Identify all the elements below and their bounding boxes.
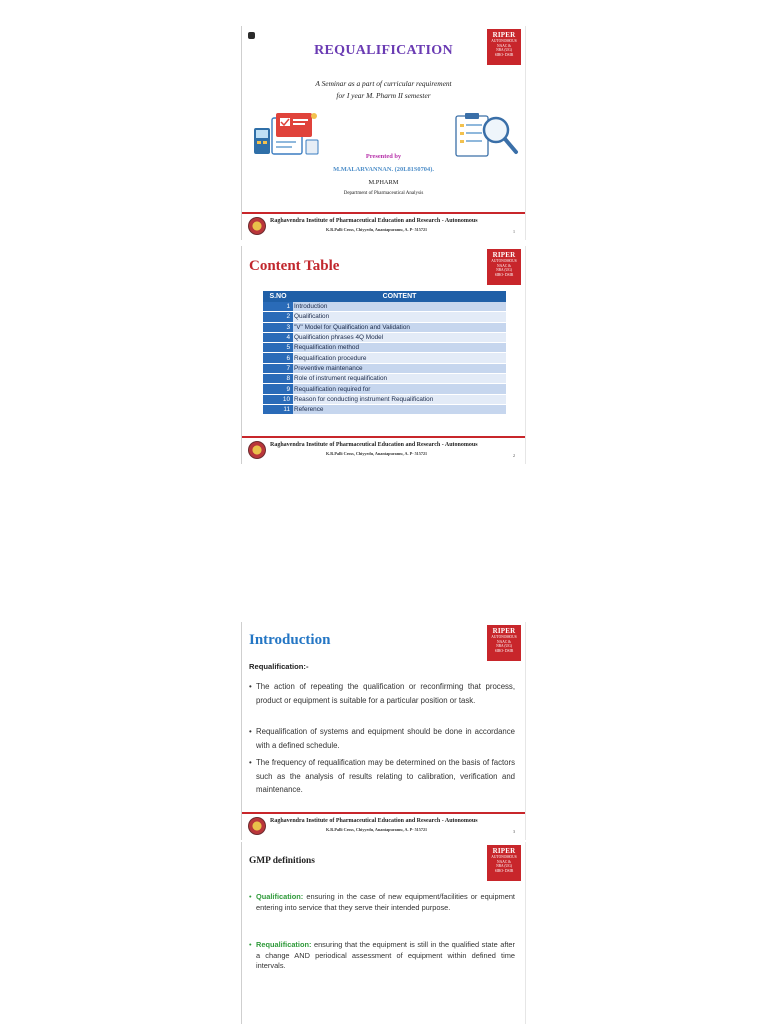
footer-address: K.R.Palli Cross, Chiyyedu, Anantapuramu, A. P- 515721	[326, 227, 428, 232]
table-row	[263, 384, 506, 394]
content-table-body	[263, 302, 506, 415]
definition-term: Requalification:	[256, 940, 312, 949]
definition-item	[249, 892, 515, 913]
table-row	[263, 332, 506, 342]
slide-introduction	[241, 622, 526, 840]
table-row	[263, 363, 506, 373]
riper-badge	[487, 625, 521, 661]
riper-badge	[487, 249, 521, 285]
bullet-item: • Requalification of systems and equipment should be done in accordance with a defined schedule.	[249, 725, 515, 752]
presented-by-label: Presented by	[365, 153, 402, 160]
row-content: Reference	[293, 404, 506, 414]
slide-heading: Content Table	[249, 258, 340, 274]
badge-line: AUTONOMOUS	[491, 855, 517, 859]
row-content: Qualification phrases 4Q Model	[293, 332, 506, 342]
bullet-item: • The frequency of requalification may be determined on the basis of factors such as the analysis of results relating to calibration, verification and maintenance.	[249, 756, 515, 797]
badge-line: SIRO- DSIR	[494, 648, 514, 653]
row-number: 10	[263, 394, 293, 404]
footer-institute: Raghavendra Institute of Pharmaceutical Education and Research - Autonomous	[270, 442, 478, 448]
slide-title	[241, 26, 526, 240]
page-number: 2	[513, 453, 515, 458]
row-number: 8	[263, 374, 293, 384]
row-number: 6	[263, 353, 293, 363]
slide-footer	[242, 812, 525, 840]
row-content: Introduction	[293, 302, 506, 312]
badge-line: NBA (UG)	[496, 644, 512, 649]
row-number: 1	[263, 302, 293, 312]
badge-line: SIRO- DSIR	[494, 868, 514, 873]
row-content: Reason for conducting instrument Requalification	[293, 394, 506, 404]
row-content: Requalification required for	[293, 384, 506, 394]
slide-heading: GMP definitions	[249, 856, 315, 866]
table-row	[263, 353, 506, 363]
badge-line: NBA (UG)	[496, 864, 512, 869]
slide-content-table	[241, 246, 526, 464]
definition-item	[249, 940, 515, 972]
row-number: 2	[263, 312, 293, 322]
row-number: 5	[263, 343, 293, 353]
column-header-content: CONTENT	[293, 291, 506, 302]
institute-logo-icon	[248, 217, 266, 235]
badge-line: NAAC &	[497, 639, 511, 644]
badge-line: NAAC &	[497, 263, 511, 268]
slide-subtitle	[242, 78, 525, 102]
badge-line: AUTONOMOUS	[491, 259, 517, 263]
table-row	[263, 302, 506, 312]
slide-gmp-definitions	[241, 842, 526, 1024]
footer-institute: Raghavendra Institute of Pharmaceutical Education and Research - Autonomous	[270, 818, 478, 824]
table-row	[263, 322, 506, 332]
content-table	[263, 291, 506, 415]
row-content: Role of instrument requalification	[293, 374, 506, 384]
footer-institute: Raghavendra Institute of Pharmaceutical Education and Research - Autonomous	[270, 218, 478, 224]
subtitle-line: for I year M. Pharm II semester	[336, 91, 431, 100]
table-row	[263, 404, 506, 414]
footer-address: K.R.Palli Cross, Chiyyedu, Anantapuramu, A. P- 515721	[326, 451, 428, 456]
definition-text: ensuring that the equipment is still in the qualified state after a change AND periodical assessment of equipment within defined time intervals.	[256, 940, 515, 970]
table-row	[263, 343, 506, 353]
slide-corner-icon	[248, 32, 255, 39]
badge-line: SIRO- DSIR	[494, 272, 514, 277]
row-number: 11	[263, 404, 293, 414]
slide-subheading: Requalification:-	[249, 662, 309, 671]
badge-line: AUTONOMOUS	[491, 635, 517, 639]
badge-line: NBA (UG)	[496, 268, 512, 273]
column-header-sno: S.NO	[263, 291, 293, 302]
badge-title: RIPER	[492, 31, 516, 39]
presenter-name: M.MALARVANNAN. (20L81S0704).	[333, 166, 434, 173]
badge-title: RIPER	[492, 251, 516, 259]
page-number: 1	[513, 229, 515, 234]
presenter-degree: M.PHARM	[368, 179, 399, 186]
row-number: 4	[263, 332, 293, 342]
subtitle-line: A Seminar as a part of curricular requirement	[315, 79, 452, 88]
badge-line: NAAC &	[497, 859, 511, 864]
badge-line: AUTONOMOUS	[491, 39, 517, 43]
page-number: 3	[513, 829, 515, 834]
bullet-item: • The action of repeating the qualification or reconfirming that process, product or equipment is suitable for a particular position or task.	[249, 680, 515, 707]
row-number: 9	[263, 384, 293, 394]
footer-address: K.R.Palli Cross, Chiyyedu, Anantapuramu, A. P- 515721	[326, 827, 428, 832]
table-row	[263, 394, 506, 404]
row-content: Requalification method	[293, 343, 506, 353]
badge-line: NAAC &	[497, 43, 511, 48]
slide-footer	[242, 436, 525, 464]
riper-badge	[487, 845, 521, 881]
table-row	[263, 312, 506, 322]
slide-title-text: REQUALIFICATION	[314, 43, 453, 58]
badge-line: NBA (UG)	[496, 48, 512, 53]
row-content: Preventive maintenance	[293, 363, 506, 373]
definition-term: Qualification:	[256, 892, 304, 901]
definition-text: ensuring in the case of new equipment/facilities or equipment entering into service that they serve their intended purpose.	[256, 892, 515, 912]
badge-title: RIPER	[492, 627, 516, 635]
row-number: 7	[263, 363, 293, 373]
badge-line: SIRO- DSIR	[494, 52, 514, 57]
row-number: 3	[263, 322, 293, 332]
row-content: Qualification	[293, 312, 506, 322]
row-content: Requalification procedure	[293, 353, 506, 363]
row-content: "V" Model for Qualification and Validation	[293, 322, 506, 332]
institute-logo-icon	[248, 441, 266, 459]
slide-footer	[242, 212, 525, 240]
table-row	[263, 374, 506, 384]
badge-title: RIPER	[492, 847, 516, 855]
institute-logo-icon	[248, 817, 266, 835]
slide-heading: Introduction	[249, 632, 331, 648]
presenter-department: Department of Pharmaceutical Analysis	[343, 191, 424, 196]
